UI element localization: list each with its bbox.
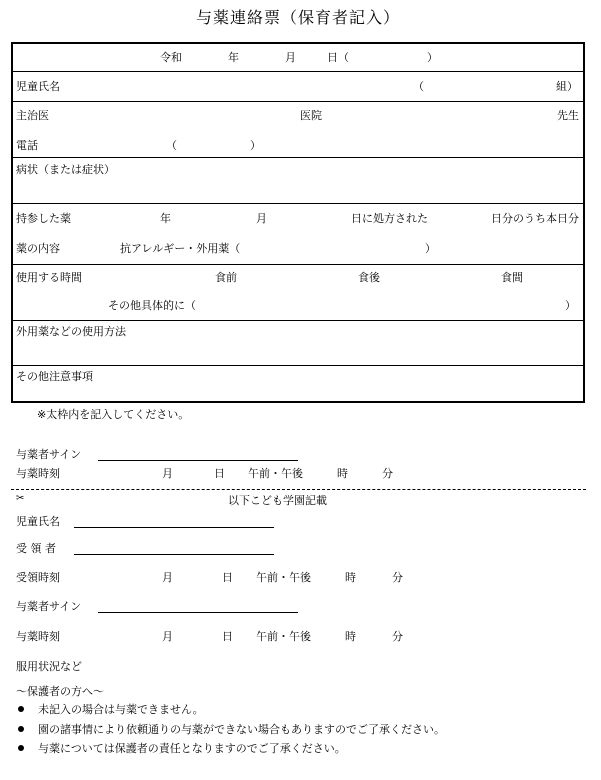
received-day-label: 日 xyxy=(222,571,233,584)
give-minute-label: 分 xyxy=(392,630,403,643)
bullet-icon xyxy=(18,745,24,751)
school-sign-line xyxy=(98,612,298,613)
prescribed-year-input[interactable] xyxy=(110,211,154,225)
medicine-types: 抗アレルギー・外用薬（ xyxy=(120,242,241,255)
row-divider xyxy=(11,157,585,158)
after-meal-option[interactable]: 食後 xyxy=(358,271,380,284)
cut-line xyxy=(11,489,586,490)
dose-days-input[interactable] xyxy=(440,211,484,225)
phone-input[interactable] xyxy=(180,138,246,152)
other-close: ） xyxy=(565,299,576,312)
other-label: その他具体的に（ xyxy=(108,299,196,312)
parent-hour-label: 時 xyxy=(337,467,348,480)
phone-label: 電話 xyxy=(16,139,38,152)
class-close: 組） xyxy=(556,80,578,93)
day-input[interactable] xyxy=(299,50,323,64)
time-label: 使用する時間 xyxy=(16,271,82,284)
scissors-icon: ✂ xyxy=(16,493,25,504)
parent-sign-label: 与薬者サイン xyxy=(16,448,82,461)
receiver-input[interactable] xyxy=(74,540,274,554)
symptom-input[interactable] xyxy=(16,180,576,194)
prescribed-label: 日に処方された xyxy=(351,212,428,225)
received-hour-label: 時 xyxy=(345,571,356,584)
phone-open: （ xyxy=(166,139,177,152)
child-name-input[interactable] xyxy=(80,79,400,93)
condition-label: 服用状況など xyxy=(16,660,82,673)
weekday-input[interactable] xyxy=(352,50,424,64)
notice-item: 与薬については保護者の責任となりますのでご了承ください。 xyxy=(38,742,346,755)
year-input[interactable] xyxy=(188,50,222,64)
prescribed-month-input[interactable] xyxy=(180,211,250,225)
receiver-line xyxy=(74,554,274,555)
school-child-line xyxy=(74,527,274,528)
phone-close: ） xyxy=(250,139,261,152)
content-label: 薬の内容 xyxy=(16,242,60,255)
hospital-label: 医院 xyxy=(300,109,322,122)
received-month-label: 月 xyxy=(162,571,173,584)
external-usage-label: 外用薬などの使用方法 xyxy=(16,325,126,338)
fill-note: ※太枠内を記入してください。 xyxy=(37,408,190,421)
school-child-label: 児童氏名 xyxy=(16,515,60,528)
received-ampm-option[interactable]: 午前・午後 xyxy=(256,571,311,584)
received-minute-label: 分 xyxy=(392,571,403,584)
day-label: 日（ xyxy=(327,51,349,64)
month-label: 月 xyxy=(285,51,296,64)
row-divider xyxy=(11,320,585,321)
row-divider xyxy=(11,203,585,204)
sensei-label: 先生 xyxy=(557,109,579,122)
school-section-heading: 以下こども学園記載 xyxy=(228,494,327,507)
row-divider xyxy=(11,71,585,72)
notes-input[interactable] xyxy=(16,386,576,400)
medicine-label: 持参した薬 xyxy=(16,212,71,225)
row-divider xyxy=(11,101,585,102)
era-label: 令和 xyxy=(160,51,182,64)
give-time-label: 与薬時刻 xyxy=(16,630,60,643)
notice-item: 未記入の場合は与薬できません。 xyxy=(38,703,204,716)
received-time-label: 受領時刻 xyxy=(16,571,60,584)
parent-time-label: 与薬時刻 xyxy=(16,467,60,480)
prescribed-year-label: 年 xyxy=(160,212,171,225)
give-day-label: 日 xyxy=(222,630,233,643)
class-open: （ xyxy=(413,80,424,93)
parent-month-label: 月 xyxy=(162,467,173,480)
before-meal-option[interactable]: 食前 xyxy=(215,271,237,284)
external-usage-input[interactable] xyxy=(16,344,576,358)
parent-sign-line xyxy=(98,460,298,461)
other-input[interactable] xyxy=(208,298,558,312)
class-input[interactable] xyxy=(430,79,550,93)
child-name-label: 児童氏名 xyxy=(16,80,60,93)
hospital-input[interactable] xyxy=(60,108,290,122)
page-title: 与薬連絡票（保育者記入） xyxy=(196,8,401,27)
give-hour-label: 時 xyxy=(345,630,356,643)
parent-minute-label: 分 xyxy=(382,467,393,480)
between-meal-option[interactable]: 食間 xyxy=(501,271,523,284)
parent-sign-input[interactable] xyxy=(98,446,298,460)
give-ampm-option[interactable]: 午前・午後 xyxy=(256,630,311,643)
dose-days-label: 日分のうち本日分 xyxy=(491,212,579,225)
content-input[interactable] xyxy=(250,241,420,255)
give-month-label: 月 xyxy=(162,630,173,643)
school-sign-label: 与薬者サイン xyxy=(16,600,82,613)
doctor-label: 主治医 xyxy=(16,109,49,122)
bullet-icon xyxy=(18,706,24,712)
row-divider xyxy=(11,264,585,265)
prescribed-month-label: 月 xyxy=(256,212,267,225)
year-label: 年 xyxy=(228,51,239,64)
date-close: ） xyxy=(427,51,438,64)
symptom-label: 病状（または症状） xyxy=(16,163,115,176)
notes-label: その他注意事項 xyxy=(16,370,93,383)
prescribed-day-input[interactable] xyxy=(272,211,344,225)
receiver-label: 受 領 者 xyxy=(16,542,56,555)
school-child-input[interactable] xyxy=(74,513,274,527)
month-input[interactable] xyxy=(244,50,280,64)
notice-item: 園の諸事情により依頼通りの与薬ができない場合もありますのでご了承ください。 xyxy=(38,723,445,736)
parent-day-label: 日 xyxy=(214,467,225,480)
parent-ampm-option[interactable]: 午前・午後 xyxy=(248,467,303,480)
bullet-icon xyxy=(18,726,24,732)
guardian-heading: ～保護者の方へ～ xyxy=(16,685,104,698)
doctor-name-input[interactable] xyxy=(330,108,550,122)
school-sign-input[interactable] xyxy=(98,598,298,612)
content-close: ） xyxy=(425,242,436,255)
row-divider xyxy=(11,365,585,366)
